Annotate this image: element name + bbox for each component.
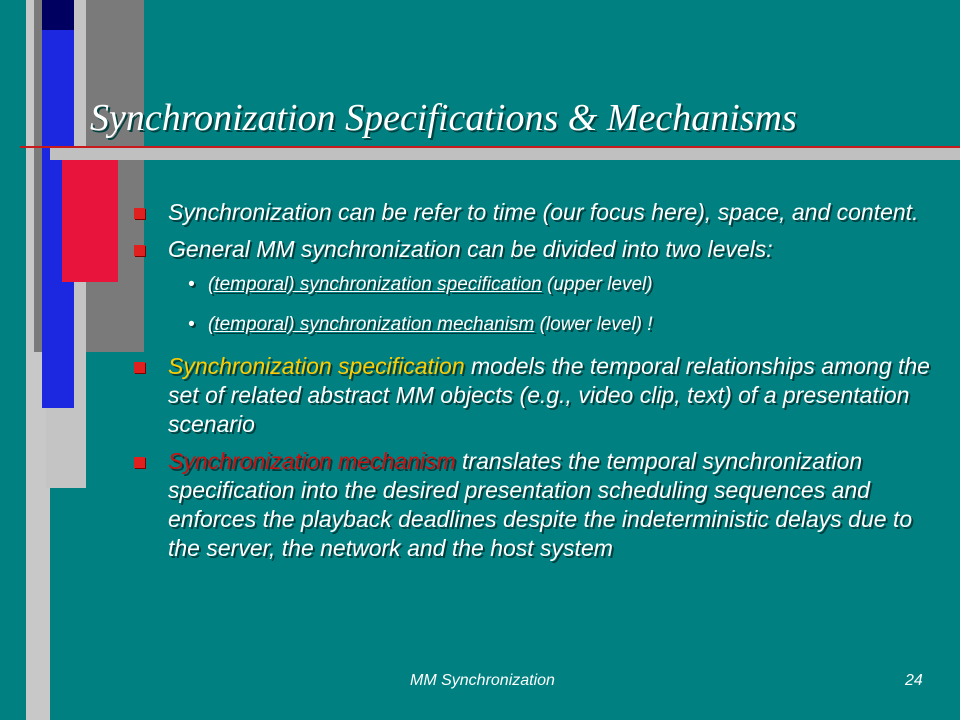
footer-title: MM Synchronization: [410, 672, 555, 689]
item-text: models the temporal relationships among the set of related abstract MM objects (e.g., video clip, text) of a presentation scenario: [168, 353, 930, 437]
square-bullet-icon: [134, 362, 145, 373]
item-highlight: Synchronization specification: [168, 353, 465, 379]
item-text: Synchronization can be refer to time (our focus here), space, and content.: [168, 199, 919, 225]
slide-body: [130, 198, 930, 571]
square-bullet-icon: [134, 245, 145, 256]
item-highlight: Synchronization mechanism: [168, 448, 456, 474]
item-text: translates the temporal synchronization specification into the desired presentation scheduling sequences and enforces the playback deadlines despite the indeterministic delays due to the server, the network and the host system: [168, 448, 913, 561]
list-item: [130, 198, 930, 227]
sub-item-term: (temporal) synchronization mechanism: [208, 314, 535, 335]
decor-navy: [42, 0, 74, 30]
item-text: General MM synchronization can be divided into two levels:: [168, 236, 773, 262]
square-bullet-icon: [134, 457, 145, 468]
sub-item-text: (lower level) !: [534, 314, 653, 335]
sub-item-term: (temporal) synchronization specification: [208, 274, 542, 295]
decor-title-bar: [50, 148, 960, 160]
list-item: [130, 235, 930, 264]
sub-list-item: [130, 312, 930, 338]
sub-list-item: [130, 272, 930, 298]
decor-red: [62, 160, 118, 282]
slide-title: Synchronization Specifications & Mechanisms: [90, 97, 797, 139]
page-number: 24: [905, 672, 923, 689]
list-item: [130, 352, 930, 439]
dot-bullet-icon: •: [188, 274, 195, 295]
dot-bullet-icon: •: [188, 314, 195, 335]
list-item: [130, 447, 930, 563]
sub-item-text: (upper level): [541, 274, 653, 295]
square-bullet-icon: [134, 208, 145, 219]
